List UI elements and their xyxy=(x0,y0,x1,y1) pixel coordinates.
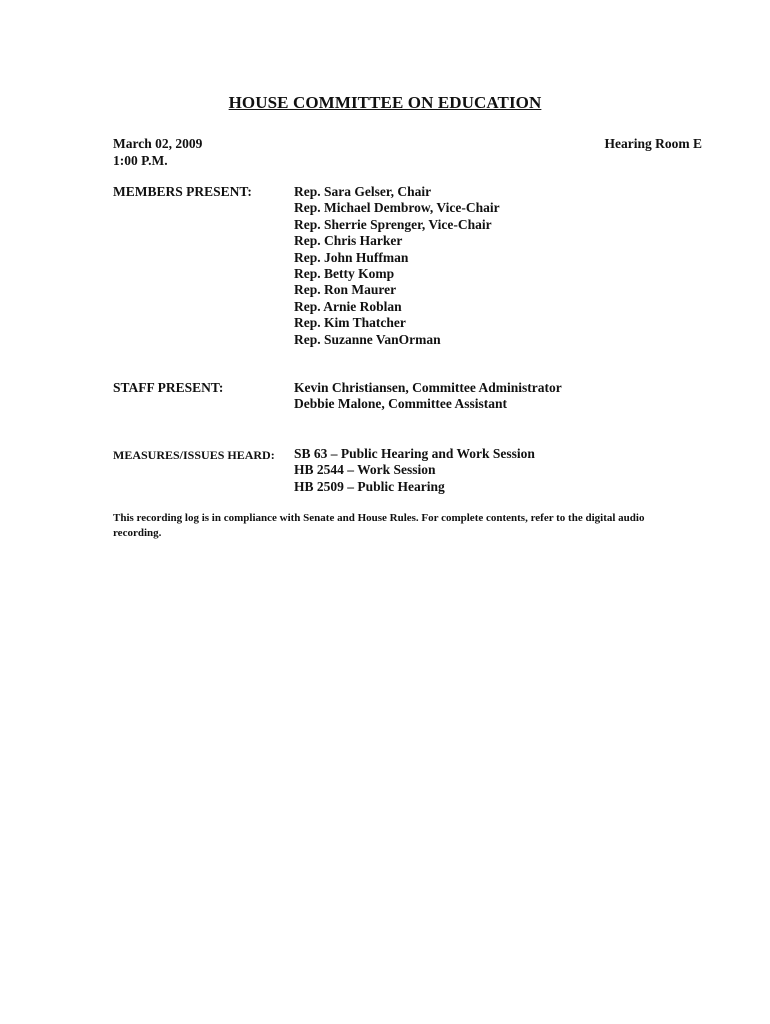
staff-item: Kevin Christiansen, Committee Administrator xyxy=(294,380,562,395)
member-item: Rep. Sara Gelser, Chair xyxy=(294,184,432,199)
staff-label: STAFF PRESENT: xyxy=(113,380,224,395)
member-item: Rep. Betty Komp xyxy=(294,266,395,282)
member-item: Rep. Sherrie Sprenger, Vice-Chair xyxy=(294,216,492,232)
measure-item: SB 63 – Public Hearing and Work Session xyxy=(294,446,535,461)
member-item: Rep. Ron Maurer xyxy=(294,282,397,298)
staff-list xyxy=(294,380,562,413)
member-item: Rep. John Huffman xyxy=(294,249,409,265)
hearing-date: March 02, 2009 xyxy=(113,136,203,151)
hearing-room: Hearing Room E xyxy=(604,136,702,151)
member-item: Rep. Michael Dembrow, Vice-Chair xyxy=(294,200,500,216)
members-label: MEMBERS PRESENT: xyxy=(113,184,252,199)
member-item: Rep. Kim Thatcher xyxy=(294,315,406,331)
members-list xyxy=(294,184,500,348)
member-item: Rep. Chris Harker xyxy=(294,233,403,249)
measures-list xyxy=(294,446,535,495)
compliance-note: This recording log is in compliance with Senate and House Rules. For complete contents, refer to the digital audio recording. xyxy=(113,512,645,539)
measure-item: HB 2509 – Public Hearing xyxy=(294,478,445,494)
hearing-datetime xyxy=(113,135,202,169)
document-title: HOUSE COMMITTEE ON EDUCATION xyxy=(228,93,542,112)
member-item: Rep. Suzanne VanOrman xyxy=(294,331,441,347)
measures-label: MEASURES/ISSUES HEARD: xyxy=(113,448,275,462)
measure-item: HB 2544 – Work Session xyxy=(294,462,436,478)
hearing-time: 1:00 P.M. xyxy=(113,153,168,168)
member-item: Rep. Arnie Roblan xyxy=(294,298,402,314)
staff-item: Debbie Malone, Committee Assistant xyxy=(294,396,507,412)
